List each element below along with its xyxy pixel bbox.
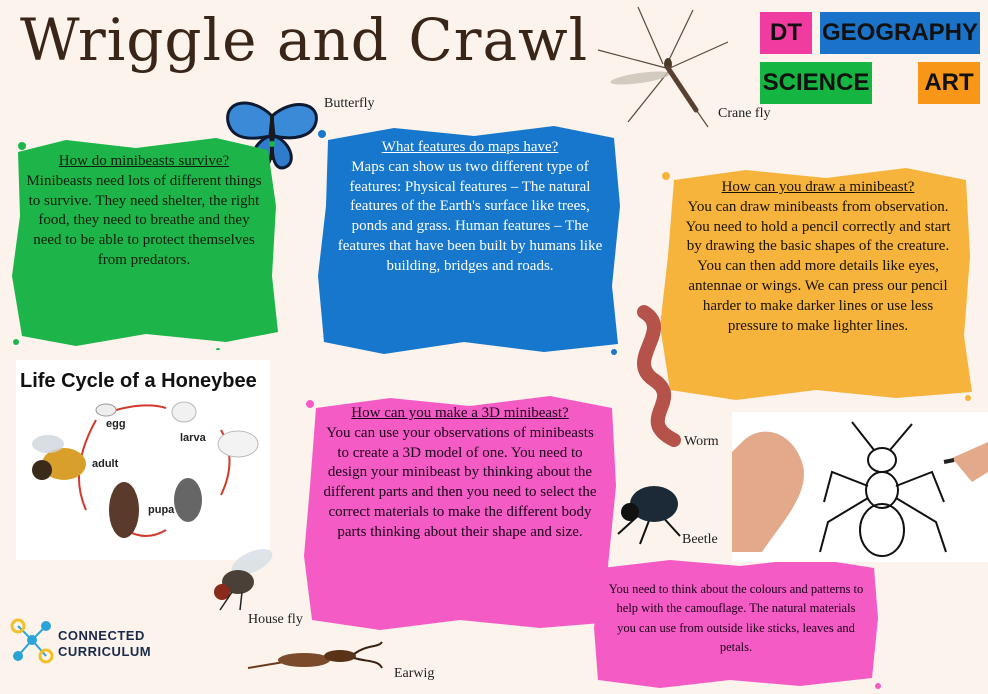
drawing-ant-photo bbox=[732, 412, 988, 562]
stage-pupa: pupa bbox=[148, 504, 175, 516]
page-title: Wriggle and Crawl bbox=[20, 6, 589, 74]
model-heading: How can you make a 3D minibeast? bbox=[351, 405, 569, 421]
draw-body: You can draw minibeasts from observation. You need to hold a pencil correctly and start by drawing the basic shapes of the creature. You can then add more details like eyes, antennae or wings. We can press our pencil harder to make darker lines or use less pressure to make lighter lines. bbox=[685, 198, 951, 334]
survive-body: Minibeasts need lots of different things to survive. They need shelter, the right food, they need to breathe and they need to be able to protect themselves from predators. bbox=[26, 172, 262, 268]
tag-geography: GEOGRAPHY bbox=[820, 12, 980, 54]
brand-line2: CURRICULUM bbox=[58, 643, 152, 659]
house-fly-image bbox=[196, 542, 280, 612]
honeybee-lifecycle bbox=[16, 360, 270, 560]
draw-box bbox=[656, 166, 974, 402]
caption-beetle: Beetle bbox=[682, 532, 718, 547]
maps-heading: What features do maps have? bbox=[381, 139, 559, 155]
draw-heading: How can you draw a minibeast? bbox=[721, 179, 915, 195]
brand-line1: CONNECTED bbox=[58, 628, 145, 643]
survive-heading: How do minibeasts survive? bbox=[58, 153, 230, 169]
stage-larva: larva bbox=[180, 432, 206, 444]
caption-earwig: Earwig bbox=[394, 666, 435, 681]
caption-house-fly: House fly bbox=[248, 612, 303, 627]
connected-curriculum-logo bbox=[6, 616, 152, 676]
worm-image bbox=[614, 300, 694, 450]
maps-body: Maps can show us two different type of features: Physical features – The natural features of the Earth's surface like trees, ponds and grass. Human features – The features that have been built by humans like building, bridges and roads. bbox=[337, 158, 603, 274]
beetle-image bbox=[610, 474, 690, 546]
stage-adult: adult bbox=[92, 458, 119, 470]
stage-egg: egg bbox=[106, 418, 126, 430]
honeybee-title: Life Cycle of a Honeybee bbox=[20, 370, 257, 392]
earwig-image bbox=[244, 632, 384, 680]
tag-science: SCIENCE bbox=[760, 62, 872, 104]
model-box bbox=[300, 396, 620, 632]
tag-dt: DT bbox=[760, 12, 812, 54]
survive-box bbox=[6, 136, 282, 350]
camouflage-body: You need to think about the colours and patterns to help with the camouflage. The natural materials you can use from outside like sticks, leaves and petals. bbox=[608, 582, 864, 655]
tag-art: ART bbox=[918, 62, 980, 104]
maps-box bbox=[314, 126, 624, 356]
camouflage-box bbox=[590, 558, 882, 690]
caption-crane-fly: Crane fly bbox=[718, 106, 771, 121]
caption-worm: Worm bbox=[684, 434, 719, 449]
model-body: You can use your observations of minibeasts to create a 3D model of one. You need to design your minibeast by thinking about the different parts and then you need to select the correct materials to make the different body parts thinking about their shape and size. bbox=[323, 424, 597, 540]
caption-butterfly: Butterfly bbox=[324, 96, 375, 111]
